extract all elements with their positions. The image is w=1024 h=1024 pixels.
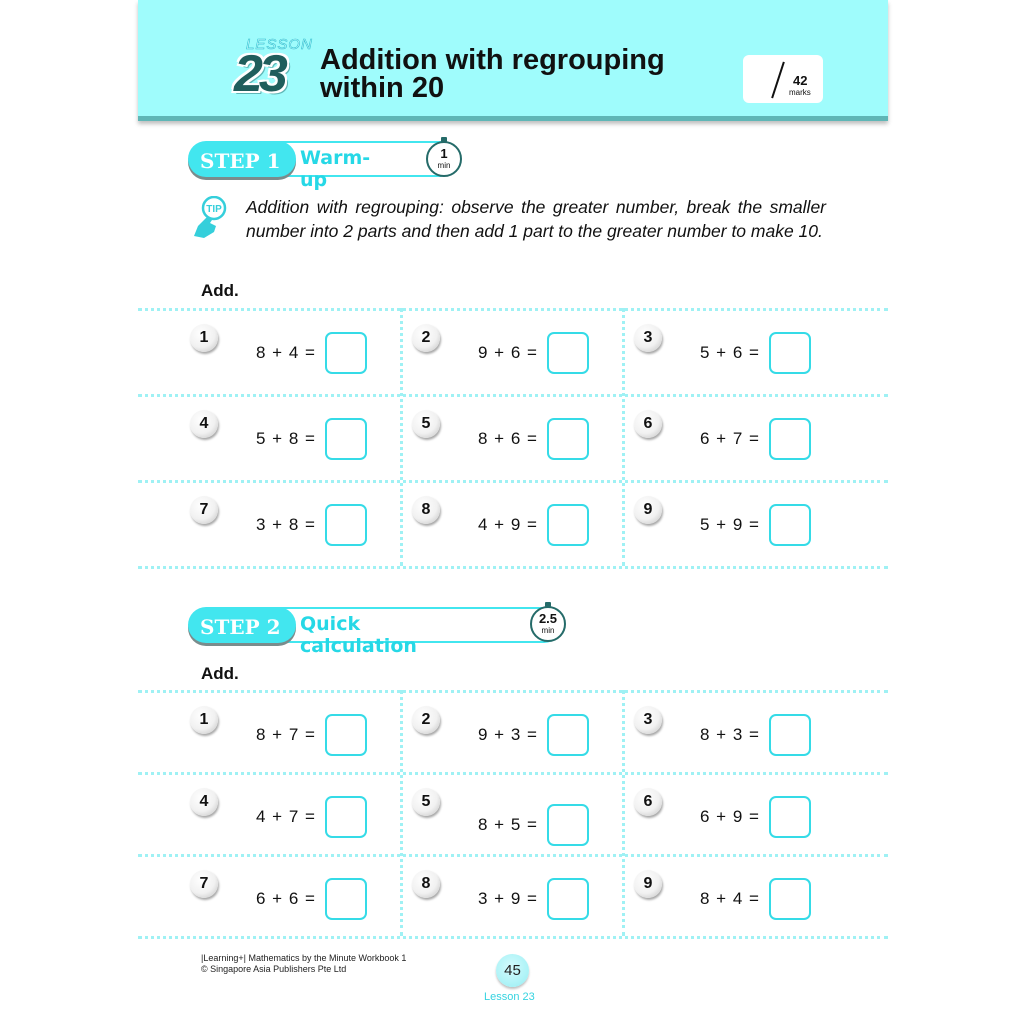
timer-knob (545, 602, 551, 607)
problem-number-badge: 6 (634, 788, 662, 816)
problem-cell (138, 308, 360, 394)
title-line-2: within 20 (320, 72, 445, 104)
title-line-1: Addition with regrouping (320, 44, 665, 76)
page-number: 45 (496, 954, 529, 987)
problem-number-badge: 4 (190, 788, 218, 816)
problem-expression: 8 + 7 = (256, 725, 316, 744)
footer-book-title: |Learning+| Mathematics by the Minute Workbook 1 (201, 953, 407, 963)
answer-box[interactable] (769, 796, 811, 838)
problem-expression: 4 + 7 = (256, 807, 316, 826)
problem-expression: 5 + 6 = (700, 343, 760, 362)
problem-cell (582, 394, 804, 480)
problem-expression: 5 + 8 = (256, 429, 316, 448)
problem-cell (138, 854, 360, 936)
answer-box[interactable] (769, 504, 811, 546)
step2-timer-unit: min (541, 626, 555, 635)
problem-number-badge: 3 (634, 324, 662, 352)
problem-cell (582, 854, 804, 936)
problem-expression: 9 + 3 = (478, 725, 538, 744)
problem-expression: 6 + 7 = (700, 429, 760, 448)
step2-pill (188, 607, 296, 643)
footer-copyright: © Singapore Asia Publishers Pte Ltd (201, 964, 347, 974)
step1-title: Warm-up (300, 147, 371, 191)
problem-expression: 8 + 4 = (256, 343, 316, 362)
footer-lesson-label: Lesson 23 (484, 991, 535, 1003)
dotted-divider (138, 936, 888, 939)
problem-number-badge: 8 (412, 870, 440, 898)
problem-cell (582, 480, 804, 566)
step1-timer-unit: min (437, 161, 451, 170)
problem-number-badge: 3 (634, 706, 662, 734)
lesson-word: LESSON (246, 36, 313, 53)
tip-text: Addition with regrouping: observe the greater number, break the smaller number into 2 parts and then add 1 part to the greater number to make 10. (246, 197, 826, 241)
answer-box[interactable] (769, 714, 811, 756)
problem-expression: 4 + 9 = (478, 515, 538, 534)
answer-box[interactable] (769, 418, 811, 460)
dotted-divider (138, 566, 888, 569)
problem-cell (138, 772, 360, 854)
step2-title: Quick calculation (300, 613, 417, 657)
step1-pill (188, 141, 296, 177)
problem-expression: 8 + 3 = (700, 725, 760, 744)
step2-problem-grid (138, 690, 888, 940)
problem-cell (138, 394, 360, 480)
step2-label: STEP 2 (200, 615, 281, 639)
marks-total: 42 (793, 73, 808, 88)
answer-box[interactable] (769, 878, 811, 920)
step1-instruction: Add. (201, 281, 239, 300)
footer-credits (201, 953, 406, 975)
problem-number-badge: 7 (190, 870, 218, 898)
page-title (320, 46, 665, 102)
problem-number-badge: 5 (412, 410, 440, 438)
marks-box (743, 55, 823, 103)
problem-number-badge: 8 (412, 496, 440, 524)
problem-expression: 5 + 9 = (700, 515, 760, 534)
problem-expression: 3 + 8 = (256, 515, 316, 534)
answer-box[interactable] (769, 332, 811, 374)
problem-number-badge: 5 (412, 788, 440, 816)
problem-number-badge: 2 (412, 324, 440, 352)
problem-number-badge: 1 (190, 324, 218, 352)
problem-number-badge: 6 (634, 410, 662, 438)
problem-cell (582, 772, 804, 854)
timer-icon (530, 606, 566, 642)
problem-cell (360, 480, 582, 566)
problem-number-badge: 1 (190, 706, 218, 734)
step1-timer-value: 1 (440, 146, 448, 161)
problem-number-badge: 4 (190, 410, 218, 438)
step2-timer-value: 2.5 (538, 611, 558, 626)
problem-cell (360, 772, 582, 854)
problem-cell (582, 690, 804, 772)
marks-slash (771, 62, 785, 99)
problem-cell (138, 480, 360, 566)
workbook-page (138, 0, 888, 1024)
problem-expression: 8 + 5 = (478, 815, 538, 834)
problem-cell (138, 690, 360, 772)
problem-cell (360, 690, 582, 772)
problem-expression: 8 + 6 = (478, 429, 538, 448)
problem-number-badge: 2 (412, 706, 440, 734)
problem-expression: 8 + 4 = (700, 889, 760, 908)
lesson-number: 23 (234, 45, 284, 103)
step1-problem-grid (138, 308, 888, 570)
step1-label: STEP 1 (200, 149, 281, 173)
problem-cell (360, 308, 582, 394)
timer-icon (426, 141, 462, 177)
problem-cell (360, 854, 582, 936)
problem-number-badge: 9 (634, 870, 662, 898)
timer-knob (441, 137, 447, 142)
tip-icon-text: TIP (206, 204, 222, 215)
problem-number-badge: 9 (634, 496, 662, 524)
problem-expression: 6 + 6 = (256, 889, 316, 908)
problem-expression: 6 + 9 = (700, 807, 760, 826)
problem-expression: 9 + 6 = (478, 343, 538, 362)
problem-cell (582, 308, 804, 394)
problem-expression: 3 + 9 = (478, 889, 538, 908)
step2-instruction: Add. (201, 664, 239, 683)
lesson-header (138, 0, 888, 121)
tip-pointing-hand-icon (188, 196, 228, 240)
marks-label: marks (789, 88, 811, 97)
problem-cell (360, 394, 582, 480)
problem-number-badge: 7 (190, 496, 218, 524)
